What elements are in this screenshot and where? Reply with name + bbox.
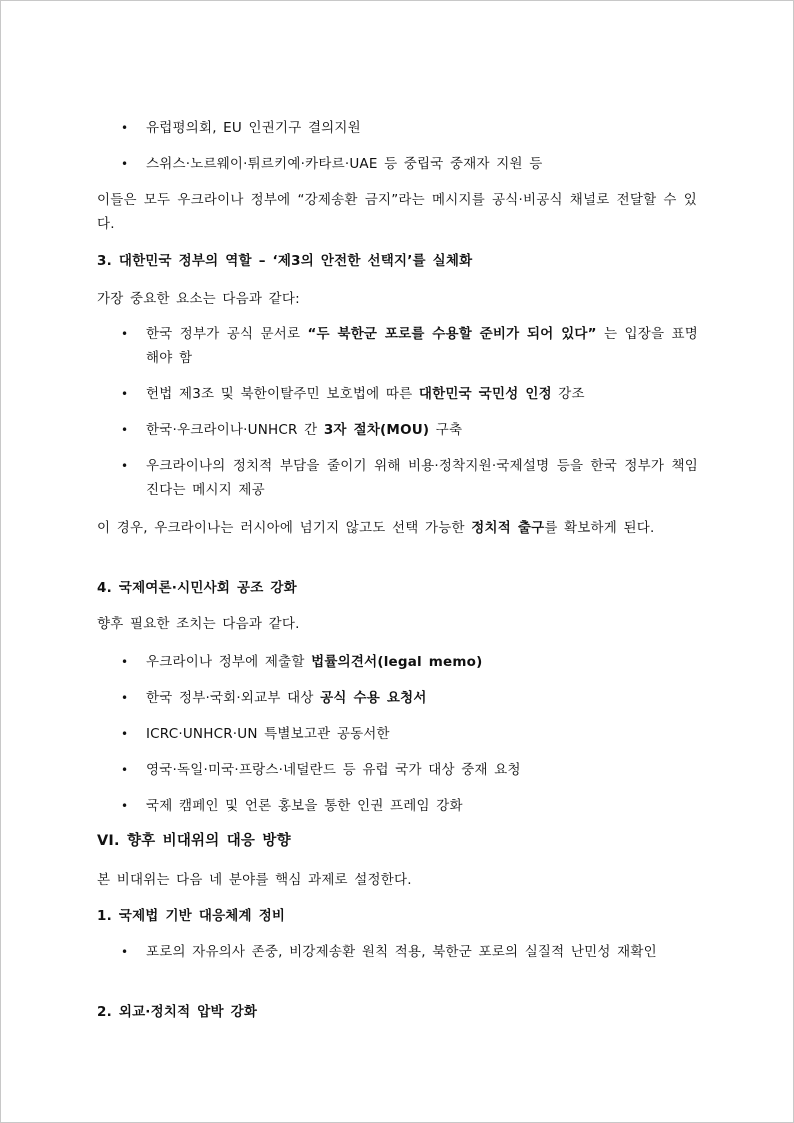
text: 유럽평의회, EU 인권기구 결의지원 bbox=[146, 120, 361, 136]
section-heading bbox=[97, 905, 697, 929]
text: 강조 bbox=[551, 386, 585, 402]
bullet-icon: • bbox=[121, 691, 129, 705]
bullet-icon: • bbox=[121, 121, 129, 135]
text: 는 입장을 표명해야 함 bbox=[146, 326, 698, 366]
bold-text: 3자 절차(MOU) bbox=[323, 422, 430, 438]
text: 우크라이나의 정치적 부담을 줄이기 위해 비용·정착지원·국제설명 등을 한국 정부가 책임진다는 메시지 제공 bbox=[146, 458, 698, 498]
section-heading bbox=[97, 577, 697, 601]
bold-text: 2. 외교·정치적 압박 강화 bbox=[97, 1004, 258, 1020]
text: 본 비대위는 다음 네 분야를 핵심 과제로 설정한다. bbox=[97, 872, 412, 888]
list-item bbox=[121, 759, 698, 783]
text: 국제 캠페인 및 언론 홍보을 통한 인권 프레임 강화 bbox=[146, 798, 463, 814]
paragraph bbox=[97, 517, 697, 541]
bullet-icon: • bbox=[121, 655, 129, 669]
list-item bbox=[121, 419, 698, 443]
text: 한국 정부가 공식 문서로 bbox=[146, 326, 308, 342]
section-heading bbox=[97, 250, 697, 274]
bullet-icon: • bbox=[121, 799, 129, 813]
paragraph bbox=[97, 613, 697, 637]
list-item bbox=[121, 455, 698, 502]
bold-text: 1. 국제법 기반 대응체계 정비 bbox=[97, 908, 286, 924]
text: ICRC·UNHCR·UN 특별보고관 공동서한 bbox=[146, 726, 390, 742]
text: 영국·독일·미국·프랑스·네덜란드 등 유럽 국가 대상 중재 요청 bbox=[146, 762, 521, 778]
text: 향후 필요한 조치는 다음과 같다. bbox=[97, 616, 300, 632]
list-item bbox=[121, 795, 698, 819]
paragraph bbox=[97, 189, 697, 236]
text: 한국·우크라이나·UNHCR 간 bbox=[146, 422, 324, 438]
bullet-icon: • bbox=[121, 157, 129, 171]
bullet-icon: • bbox=[121, 459, 129, 473]
bold-text: 법률의견서(legal memo) bbox=[311, 654, 483, 670]
bullet-icon: • bbox=[121, 327, 129, 341]
bold-text: 정치적 출구 bbox=[471, 520, 545, 536]
bold-text: 4. 국제여론·시민사회 공조 강화 bbox=[97, 580, 297, 596]
list-item bbox=[121, 117, 698, 141]
bullet-icon: • bbox=[121, 945, 129, 959]
bold-text: 3. 대한민국 정부의 역할 – ‘제3의 안전한 선택지’를 실체화 bbox=[97, 253, 473, 269]
bullet-icon: • bbox=[121, 387, 129, 401]
bold-text: VI. 향후 비대위의 대응 방향 bbox=[97, 833, 291, 849]
text: 이들은 모두 우크라이나 정부에 “강제송환 금지”라는 메시지를 공식·비공식 채널로 전달할 수 있다. bbox=[97, 192, 697, 232]
bullet-icon: • bbox=[121, 727, 129, 741]
paragraph bbox=[97, 869, 697, 893]
list-item bbox=[121, 651, 698, 675]
list-item bbox=[121, 687, 698, 711]
text: 헌법 제3조 및 북한이탈주민 보호법에 따른 bbox=[146, 386, 419, 402]
bold-text: “두 북한군 포로를 수용할 준비가 되어 있다” bbox=[307, 326, 597, 342]
text: 우크라이나 정부에 제출할 bbox=[146, 654, 312, 670]
text: 구축 bbox=[429, 422, 463, 438]
list-item bbox=[121, 723, 698, 747]
section-heading bbox=[97, 1001, 697, 1025]
paragraph bbox=[97, 288, 697, 312]
text: 스위스·노르웨이·튀르키예·카타르·UAE 등 중립국 중재자 지원 등 bbox=[146, 156, 543, 172]
bold-text: 공식 수용 요청서 bbox=[320, 690, 427, 706]
text: 가장 중요한 요소는 다음과 같다: bbox=[97, 291, 300, 307]
list-item bbox=[121, 383, 698, 407]
section-heading bbox=[97, 830, 697, 854]
text: 한국 정부·국회·외교부 대상 bbox=[146, 690, 321, 706]
bullet-icon: • bbox=[121, 763, 129, 777]
text: 를 확보하게 된다. bbox=[544, 520, 655, 536]
text: 이 경우, 우크라이나는 러시아에 넘기지 않고도 선택 가능한 bbox=[97, 520, 472, 536]
list-item bbox=[121, 323, 698, 370]
text: 포로의 자유의사 존중, 비강제송환 원칙 적용, 북한군 포로의 실질적 난민성 재확인 bbox=[146, 944, 657, 960]
list-item bbox=[121, 941, 698, 965]
bold-text: 대한민국 국민성 인정 bbox=[418, 386, 552, 402]
bullet-icon: • bbox=[121, 423, 129, 437]
list-item bbox=[121, 153, 698, 177]
